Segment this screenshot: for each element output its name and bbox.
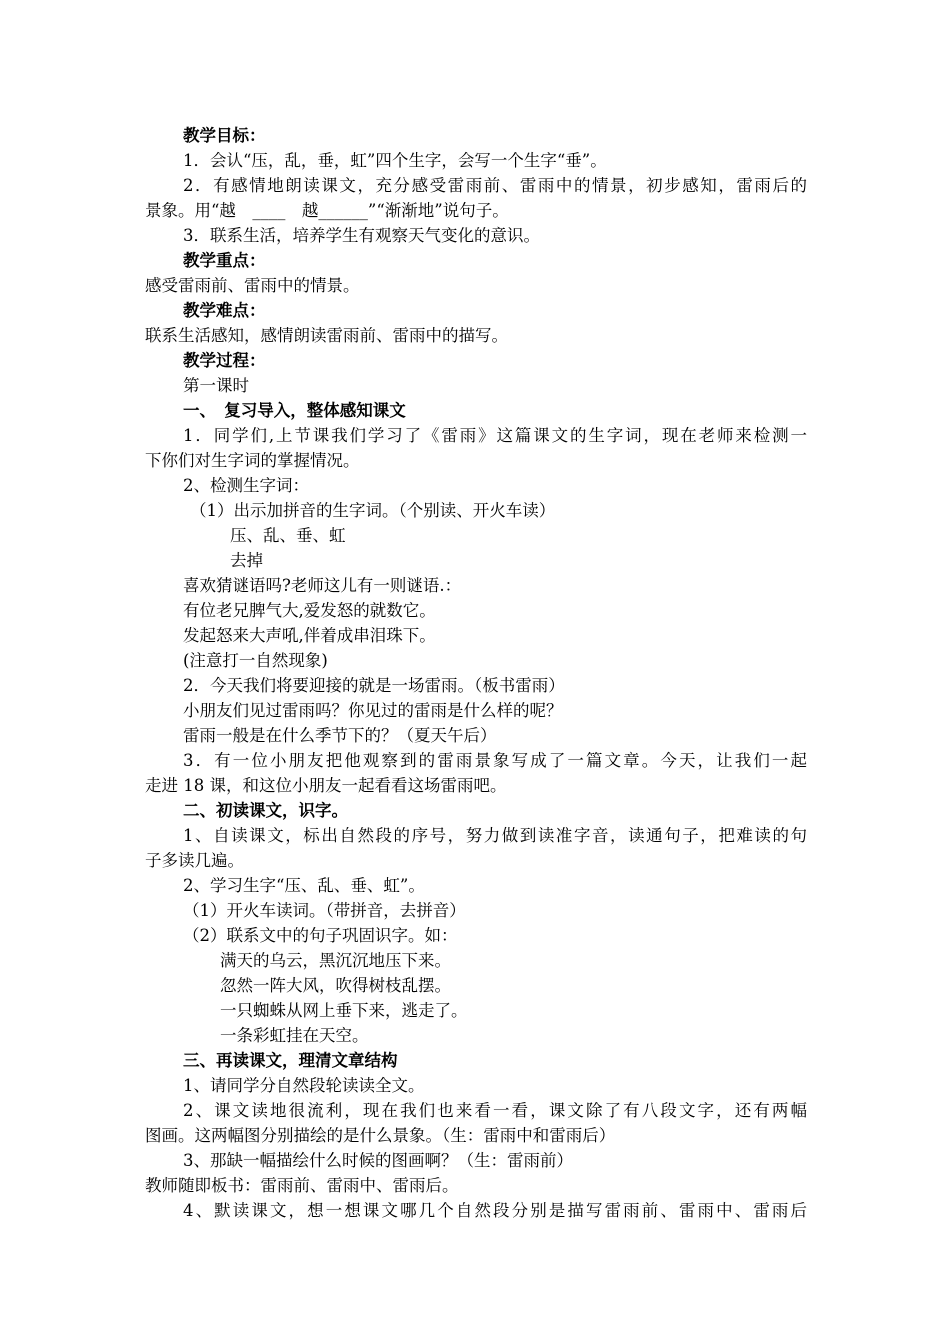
section-1-item-2: 2、检测生字词： xyxy=(183,476,309,495)
goal-3: 3．联系生活，培养学生有观察天气变化的意识。 xyxy=(183,226,540,245)
question-2: 雷雨一般是在什么季节下的？（夏天午后） xyxy=(183,726,497,745)
section-3-item-4: 4、默读课文，想一想课文哪几个自然段分别是描写雷雨前、雷雨中、雷雨后 xyxy=(183,1201,807,1220)
example-sentence-1: 满天的乌云，黑沉沉地压下来。 xyxy=(220,951,451,970)
difficulties-text: 联系生活感知，感情朗读雷雨前、雷雨中的描写。 xyxy=(145,326,508,345)
section-3-item-2-line-1: 2、课文读地很流利，现在我们也来看一看，课文除了有八段文字，还有两幅 xyxy=(183,1101,807,1120)
section-1-item-3-line-2: 走进 18 课，和这位小朋友一起看看这场雷雨吧。 xyxy=(145,776,507,795)
section-3-item-2-line-2: 图画。这两幅图分别描绘的是什么景象。（生：雷雨中和雷雨后） xyxy=(145,1126,616,1145)
riddle-hint: (注意打一自然现象) xyxy=(183,651,328,670)
section-2-sub-1: （1）开火车读词。（带拼音，去拼音） xyxy=(183,901,466,920)
board-writing: 教师随即板书：雷雨前、雷雨中、雷雨后。 xyxy=(145,1176,459,1195)
section-2-item-2: 2、学习生字“压、乱、垂、虹”。 xyxy=(183,876,425,895)
section-2-item-1-line-2: 子多读几遍。 xyxy=(145,851,244,870)
riddle-line-2: 发起怒来大声吼,伴着成串泪珠下。 xyxy=(183,626,436,645)
section-1-item-1-line-1: 1．同学们,上节课我们学习了《雷雨》这篇课文的生字词，现在老师来检测一 xyxy=(183,426,807,445)
heading-key-points: 教学重点： xyxy=(183,251,266,270)
goal-2-line-2: 景象。用“越 ____ 越______”“渐渐地”说句子。 xyxy=(145,201,509,220)
section-3-heading: 三、再读课文，理清文章结构 xyxy=(183,1051,398,1070)
goal-1: 1．会认“压，乱，垂，虹”四个生字，会写一个生字“垂”。 xyxy=(183,151,607,170)
example-sentence-2: 忽然一阵大风，吹得树枝乱摆。 xyxy=(220,976,451,995)
riddle-intro: 喜欢猜谜语吗?老师这儿有一则谜语.： xyxy=(183,576,462,595)
section-1-sub-1: （1）出示加拼音的生字词。（个别读、开火车读） xyxy=(190,501,556,520)
section-1-heading: 一、 复习导入，整体感知课文 xyxy=(183,401,406,420)
heading-teaching-goals: 教学目标： xyxy=(183,126,266,145)
example-sentence-3: 一只蜘蛛从网上垂下来，逃走了。 xyxy=(220,1001,468,1020)
first-lesson-label: 第一课时 xyxy=(183,376,249,395)
section-3-item-1: 1、请同学分自然段轮读读全文。 xyxy=(183,1076,425,1095)
riddle-line-1: 有位老兄脾气大,爱发怒的就数它。 xyxy=(183,601,436,620)
key-points-text: 感受雷雨前、雷雨中的情景。 xyxy=(145,276,360,295)
section-2-item-1-line-1: 1、自读课文，标出自然段的序号，努力做到读准字音，读通句子，把难读的句 xyxy=(183,826,807,845)
question-1: 小朋友们见过雷雨吗？你见过的雷雨是什么样的呢？ xyxy=(183,701,563,720)
new-characters: 压、乱、垂、虹 xyxy=(230,526,346,545)
remove-pinyin: 去掉 xyxy=(230,551,263,570)
section-1-item-1-line-2: 下你们对生字词的掌握情况。 xyxy=(145,451,360,470)
section-1-item-2b: 2．今天我们将要迎接的就是一场雷雨。（板书雷雨） xyxy=(183,676,565,695)
section-1-item-3-line-1: 3．有一位小朋友把他观察到的雷雨景象写成了一篇文章。今天，让我们一起 xyxy=(183,751,807,770)
section-3-item-3: 3、那缺一幅描绘什么时候的图画啊？（生：雷雨前） xyxy=(183,1151,573,1170)
example-sentence-4: 一条彩虹挂在天空。 xyxy=(220,1026,369,1045)
heading-difficulties: 教学难点： xyxy=(183,301,266,320)
section-2-sub-2: （2）联系文中的句子巩固识字。如： xyxy=(183,926,458,945)
heading-process: 教学过程： xyxy=(183,351,266,370)
section-2-heading: 二、初读课文，识字。 xyxy=(183,801,348,820)
goal-2-line-1: 2．有感情地朗读课文，充分感受雷雨前、雷雨中的情景，初步感知，雷雨后的 xyxy=(183,176,807,195)
